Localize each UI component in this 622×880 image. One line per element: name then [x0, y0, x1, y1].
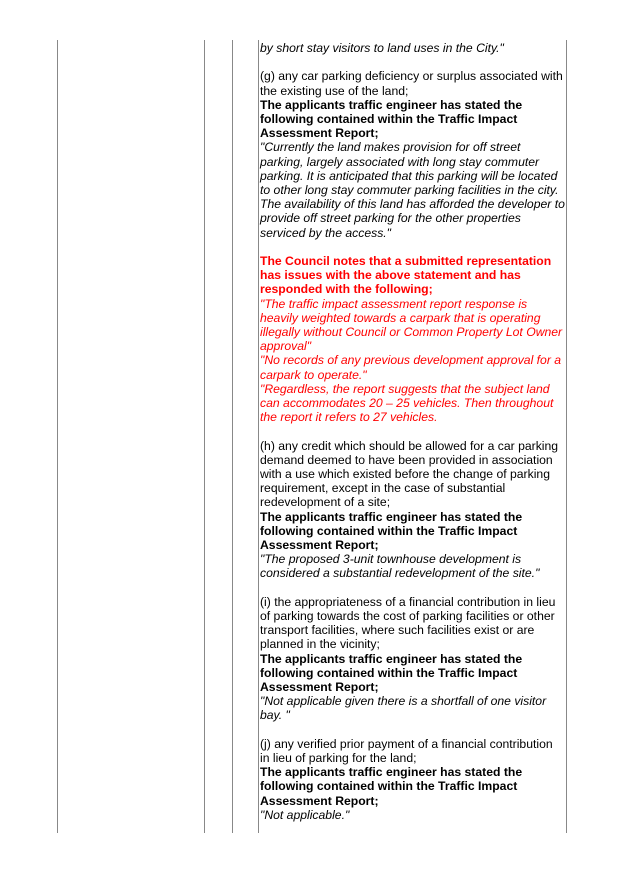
table-column-divider [232, 40, 233, 833]
paragraph-spacer [260, 55, 565, 69]
engineer-quote: "Currently the land makes provision for off street parking, largely associated with long stay commuter parking. It is anticipated that this parking will be located to other long stay commuter parking facilities in the city. The availability of this land has afforded the developer to provide off street parking for the other properties serviced by the access." [260, 140, 565, 240]
engineer-statement-heading: The applicants traffic engineer has stated the following contained within the Traffic Impact Assessment Report; [260, 651, 523, 695]
clause-text: (i) the appropriateness of a financial contribution in lieu of parking towards the cost of parking facilities or other transport facilities, where such facilities exist or are planned in the vicinity; [260, 594, 556, 652]
engineer-statement-heading: The applicants traffic engineer has stated the following contained within the Traffic Impact Assessment Report; [260, 97, 523, 141]
engineer-quote: "The proposed 3-unit townhouse development is considered a substantial redevelopment of the site." [260, 552, 540, 581]
table-column-divider [258, 40, 259, 833]
engineer-statement-heading: The applicants traffic engineer has stated the following contained within the Traffic Impact Assessment Report; [260, 765, 523, 808]
engineer-quote: by short stay visitors to land uses in the City." [260, 41, 504, 55]
council-note-quote: "No records of any previous development approval for a carpark to operate." [260, 353, 562, 382]
clause-text: (j) any verified prior payment of a financial contribution in lieu of parking for the land; [260, 736, 553, 766]
council-note-heading: The Council notes that a submitted representation has issues with the above statement and has responded with the following; [260, 254, 552, 297]
assessment-text-cell [260, 41, 565, 822]
table-column-divider [566, 40, 567, 833]
engineer-quote: "Not applicable." [260, 807, 350, 822]
paragraph-spacer [260, 581, 565, 595]
clause-text: (g) any car parking deficiency or surplus associated with the existing use of the land; [260, 69, 563, 98]
engineer-statement-heading: The applicants traffic engineer has stated the following contained within the Traffic Impact Assessment Report; [260, 509, 523, 553]
table-column-divider [204, 40, 205, 833]
council-note-quote: "Regardless, the report suggests that the subject land can accommodates 20 – 25 vehicles. Then throughout the report it refers to 27 vehicles. [260, 381, 554, 425]
paragraph-spacer [260, 424, 565, 438]
table-column-divider [57, 40, 58, 833]
engineer-quote: "Not applicable given there is a shortfall of one visitor bay. " [260, 694, 547, 723]
paragraph-spacer [260, 723, 565, 737]
council-note-quote: "The traffic impact assessment report response is heavily weighted towards a carpark that is operating illegally without Council or Common Property Lot Owner approval" [260, 296, 563, 354]
paragraph-spacer [260, 240, 565, 254]
clause-text: (h) any credit which should be allowed for a car parking demand deemed to have been provided in association with a use which existed before the change of parking requirement, except in the case of substantial redevelopment of a site; [260, 438, 559, 510]
